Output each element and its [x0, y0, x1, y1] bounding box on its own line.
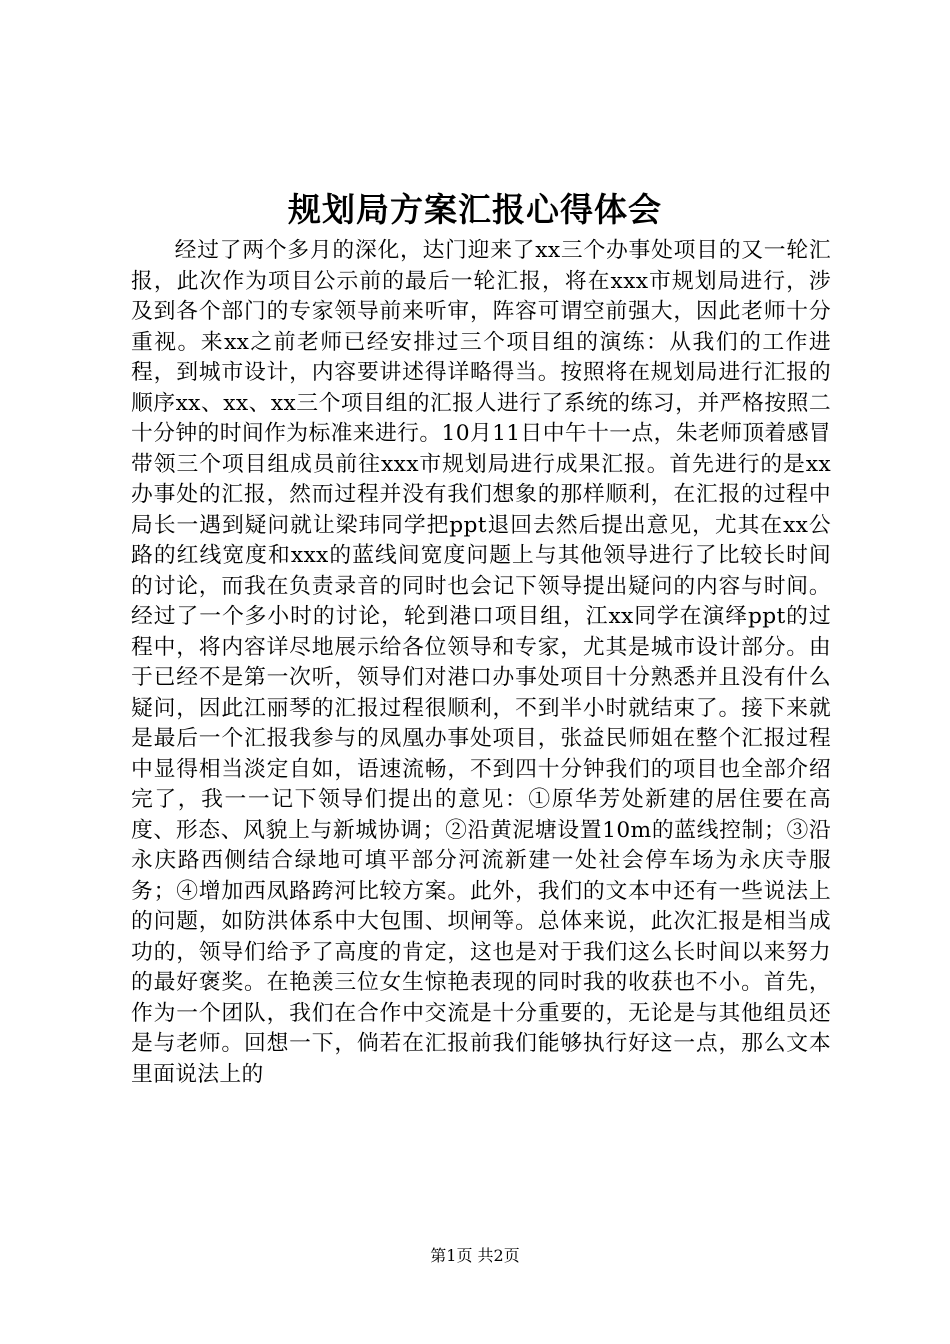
document-title: 规划局方案汇报心得体会: [288, 190, 662, 229]
document-body: [131, 236, 831, 1090]
page-footer: 第1页 共2页: [430, 1246, 520, 1265]
body-paragraph: 经过了两个多月的深化，达门迎来了xx三个办事处项目的又一轮汇报，此次作为项目公示前的最后一轮汇报，将在xxx市规划局进行，涉及到各个部门的专家领导前来听审，阵容可谓空前强大，因此老师十分重视。来xx之前老师已经安排过三个项目组的演练：从我们的工作进程，到城市设计，内容要讲述得详略得当。按照将在规划局进行汇报的顺序xx、xx、xx三个项目组的汇报人进行了系统的练习，并严格按照二十分钟的时间作为标准来进行。10月11日中午十一点，朱老师顶着感冒带领三个项目组成员前往xxx市规划局进行成果汇报。首先进行的是xx办事处的汇报，然而过程并没有我们想象的那样顺利，在汇报的过程中局长一遇到疑问就让梁玮同学把ppt退回去然后提出意见，尤其在xx公路的红线宽度和xxx的蓝线间宽度问题上与其他领导进行了比较长时间的讨论，而我在负责录音的同时也会记下领导提出疑问的内容与时间。经过了一个多小时的讨论，轮到港口项目组，江xx同学在演绎ppt的过程中，将内容详尽地展示给各位领导和专家，尤其是城市设计部分。由于已经不是第一次听，领导们对港口办事处项目十分熟悉并且没有什么疑问，因此江丽琴的汇报过程很顺利，不到半小时就结束了。接下来就是最后一个汇报我参与的凤凰办事处项目，张益民师姐在整个汇报过程中显得相当淡定自如，语速流畅，不到四十分钟我们的项目也全部介绍完了，我一一记下领导们提出的意见：①原华芳处新建的居住要在高度、形态、风貌上与新城协调；②沿黄泥塘设置10m的蓝线控制；③沿永庆路西侧结合绿地可填平部分河流新建一处社会停车场为永庆寺服务；④增加西凤路跨河比较方案。此外，我们的文本中还有一些说法上的问题，如防洪体系中大包围、坝闸等。总体来说，此次汇报是相当成功的，领导们给予了高度的肯定，这也是对于我们这么长时间以来努力的最好褒奖。在艳羡三位女生惊艳表现的同时我的收获也不小。首先，作为一个团队，我们在合作中交流是十分重要的，无论是与其他组员还是与老师。回想一下，倘若在汇报前我们能够执行好这一点，那么文本里面说法上的: [131, 238, 831, 1087]
